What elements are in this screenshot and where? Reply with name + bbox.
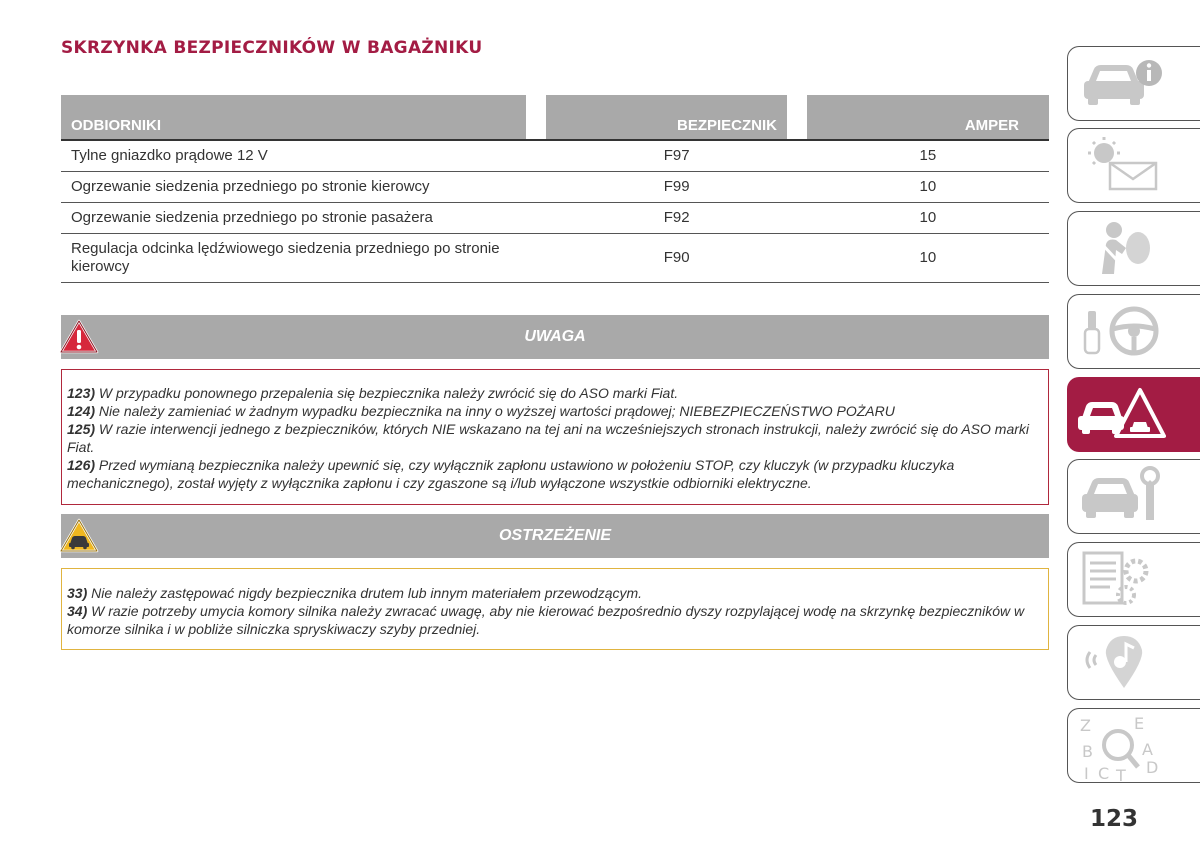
cell-fuse: F90 <box>546 234 806 283</box>
note-text: Nie należy zastępować nigdy bezpiecznika drutem lub innym materiałem przewodzącym. <box>87 585 643 601</box>
chapter-tab-multimedia[interactable] <box>1067 625 1200 700</box>
cell-receiver: Tylne gniazdko prądowe 12 V <box>61 141 546 172</box>
cell-receiver: Ogrzewanie siedzenia przedniego po stronie pasażera <box>61 203 546 234</box>
cell-receiver: Regulacja odcinka lędźwiowego siedzenia przedniego po stronie kierowcy <box>61 234 546 283</box>
column-header-fuse: BEZPIECZNIK <box>546 95 787 141</box>
chapter-tab-emergency[interactable] <box>1067 377 1200 452</box>
note-number: 125) <box>67 421 96 437</box>
chapter-tab-lights-messages[interactable] <box>1067 128 1200 203</box>
multimedia-icon <box>1076 632 1166 692</box>
column-header-receivers: ODBIORNIKI <box>61 95 526 141</box>
list-item <box>67 584 1043 602</box>
cell-fuse: F99 <box>546 172 806 203</box>
index-letter: T <box>1116 766 1126 781</box>
page-number: 123 <box>1090 806 1139 832</box>
chapter-tab-starting-driving[interactable] <box>1067 294 1200 369</box>
note-text: Nie należy zamieniać w żadnym wypadku bezpiecznika na inny o wyższej wartości prądowej; NIEBEZPIECZEŃSTWO POŻARU <box>95 403 895 419</box>
cell-amp: 10 <box>807 234 1049 283</box>
emergency-car-icon <box>1076 384 1166 444</box>
note-text: W razie interwencji jednego z bezpieczników, których NIE wskazano na tej ani na wcześniejszych stronach instrukcji, należy zwrócić się do ASO marki Fiat. <box>67 421 1030 455</box>
chapter-tab-index[interactable] <box>1067 708 1200 783</box>
cell-fuse: F92 <box>546 203 806 234</box>
list-item <box>67 602 1043 638</box>
index-letter: C <box>1098 764 1110 781</box>
key-steering-wheel-icon <box>1076 301 1166 361</box>
cell-fuse: F97 <box>546 141 806 172</box>
caution-title: OSTRZEŻENIE <box>498 527 611 544</box>
note-text: W razie potrzeby umycia komory silnika należy zwracać uwagę, aby nie kierować bezpośrednio dyszy rozpylającej wodę na skrzynkę bezpieczników w komorze silnika i w pobliże silniczka spryskiwaczy szyby przedniej. <box>67 603 1025 637</box>
page-title: SKRZYNKA BEZPIECZNIKÓW W BAGAŻNIKU <box>61 38 483 58</box>
note-number: 123) <box>67 385 96 401</box>
note-number: 33) <box>67 585 88 601</box>
list-item <box>67 420 1043 456</box>
caution-box <box>61 568 1049 650</box>
note-number: 124) <box>67 403 96 419</box>
index-letter: Z <box>1080 716 1091 735</box>
note-text: W przypadku ponownego przepalenia się bezpiecznika należy zwrócić się do ASO marki Fiat. <box>95 385 679 401</box>
list-item <box>67 402 1043 420</box>
cell-receiver: Ogrzewanie siedzenia przedniego po stronie kierowcy <box>61 172 546 203</box>
note-number: 34) <box>67 603 88 619</box>
chapter-tab-safety[interactable] <box>1067 211 1200 286</box>
warning-box <box>61 369 1049 505</box>
cell-amp: 10 <box>807 203 1049 234</box>
table-row <box>61 234 1049 283</box>
technical-data-icon <box>1076 549 1166 609</box>
lights-messages-icon <box>1076 135 1166 195</box>
car-info-icon <box>1076 53 1166 113</box>
note-number: 126) <box>67 457 96 473</box>
column-header-amp: AMPER <box>807 95 1049 141</box>
car-maintenance-icon <box>1076 466 1166 526</box>
index-icon <box>1076 715 1166 781</box>
chapter-tab-maintenance[interactable] <box>1067 459 1200 534</box>
index-letter: I <box>1084 764 1089 781</box>
table-row <box>61 203 1049 234</box>
chapter-tab-technical-data[interactable] <box>1067 542 1200 617</box>
fuse-table <box>61 95 1049 283</box>
caution-header <box>61 514 1049 558</box>
index-letter: D <box>1146 758 1159 777</box>
index-letter: B <box>1082 742 1093 761</box>
table-header-row <box>61 95 1049 141</box>
note-text: Przed wymianą bezpiecznika należy upewnić się, czy wyłącznik zapłonu ustawiono w położeniu STOP, czy kluczyk (w przypadku kluczyka mechanicznego), został wyjęty z wyłącznika zapłonu i czy zgaszone są i/lub wyłączone wszystkie odbiorniki elektryczne. <box>67 457 955 491</box>
cell-amp: 15 <box>807 141 1049 172</box>
table-row <box>61 172 1049 203</box>
chapter-tab-car-info[interactable] <box>1067 46 1200 121</box>
cell-amp: 10 <box>807 172 1049 203</box>
list-item <box>67 384 1043 402</box>
list-item <box>67 456 1043 492</box>
warning-title: UWAGA <box>524 328 586 345</box>
airbag-safety-icon <box>1076 218 1166 278</box>
table-row <box>61 141 1049 172</box>
warning-header <box>61 315 1049 359</box>
index-letter: A <box>1142 740 1153 759</box>
index-letter: E <box>1134 715 1145 733</box>
